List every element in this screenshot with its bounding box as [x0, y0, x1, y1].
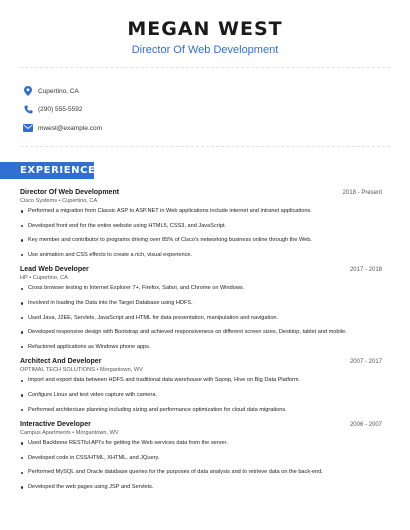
job-company: HP • Cupertino, CA	[20, 275, 68, 282]
job-dates: 2007 - 2017	[349, 359, 382, 366]
contact-divider	[20, 146, 390, 147]
job-company: Campus Apartments • Morgantown, WV	[20, 430, 119, 437]
contact-phone-text: (290) 555-5592	[38, 106, 83, 113]
job-bullet: Developed code in CSS/HTML, XHTML, and JQuery.	[20, 455, 382, 462]
contact-location	[22, 82, 382, 100]
job-bullet: Configure Linux and test video capture with camera.	[20, 392, 382, 399]
job-title: Architect And Developer	[20, 358, 102, 366]
job-dates: 2017 - 2018	[349, 267, 382, 274]
job-bullet: Import and export data between HDFS and traditional data warehouse with Sqoop, Hive on Big Data Platform.	[20, 377, 382, 384]
candidate-name: MEGAN WEST	[127, 18, 283, 40]
experience-section-title: EXPERIENCE	[0, 162, 94, 179]
job-entry	[20, 189, 382, 259]
job-bullet: Performed a migration from Classic ASP to ASP.NET in Web applications include internet and intranet applications.	[20, 208, 382, 215]
job-bullet: Refactored applications as Windows phone apps.	[20, 344, 382, 351]
email-icon	[22, 122, 34, 134]
job-company: Cisco Systems • Cupertino, CA	[20, 198, 98, 204]
header-divider	[20, 67, 390, 68]
job-bullet: Key member and contributor to programs driving over 85% of Cisco's networking business online through the Web.	[20, 237, 382, 244]
job-bullet: Involved in loading the Data into the Target Database using HDFS.	[20, 300, 382, 307]
job-bullet: Developed the web pages using JSP and Servlets.	[20, 484, 382, 491]
resume-header	[0, 18, 410, 56]
location-pin-icon	[22, 85, 34, 97]
job-bullet: Developed front end for the entire website using HTML5, CSS3, and JavaScript.	[20, 223, 382, 230]
job-bullet: Performed MySQL and Oracle database queries for the purposes of data analysis and to retrieve data on the back-end.	[20, 469, 382, 476]
job-bullet: Use animation and CSS effects to create a rich, visual experience.	[20, 252, 382, 259]
contact-list	[22, 82, 382, 138]
phone-icon	[22, 104, 34, 116]
contact-location-text: Cupertino, CA	[38, 87, 79, 95]
job-company: OPTIMAL TECH SOLUTIONS • Morgantown, WV	[20, 367, 143, 374]
candidate-title: Director Of Web Development	[131, 44, 279, 56]
job-bullet: Used Java, J2EE, Servlets, JavaScript and HTML for data presentation, manipulation and navigation.	[20, 315, 382, 322]
job-title: Director Of Web Development	[20, 189, 120, 196]
job-bullet: Performed architecture planning including sizing and performance optimization for cloud data migrations.	[20, 407, 382, 414]
job-entry	[20, 358, 382, 413]
experience-list	[20, 189, 382, 499]
job-dates: 2006 - 2007	[349, 422, 382, 429]
job-bullet: Used Backbone RESTful API's for getting the Web services data from the server.	[20, 440, 382, 447]
job-bullet: Cross browser testing in Internet Explorer 7+, Firefox, Safari, and Chrome on Windows.	[20, 285, 382, 292]
job-entry	[20, 266, 382, 350]
job-bullet: Developed responsive design with Bootstrap and achieved responsiveness on different screen sizes, Desktop, tablet and mobile.	[20, 329, 382, 336]
contact-phone	[22, 101, 382, 119]
job-dates: 2018 - Present	[342, 190, 382, 196]
job-title: Interactive Developer	[20, 421, 91, 429]
job-entry	[20, 421, 382, 491]
contact-email[interactable]	[22, 119, 382, 137]
contact-email-text[interactable]: mwest@example.com	[38, 124, 103, 132]
job-title: Lead Web Developer	[20, 266, 89, 274]
